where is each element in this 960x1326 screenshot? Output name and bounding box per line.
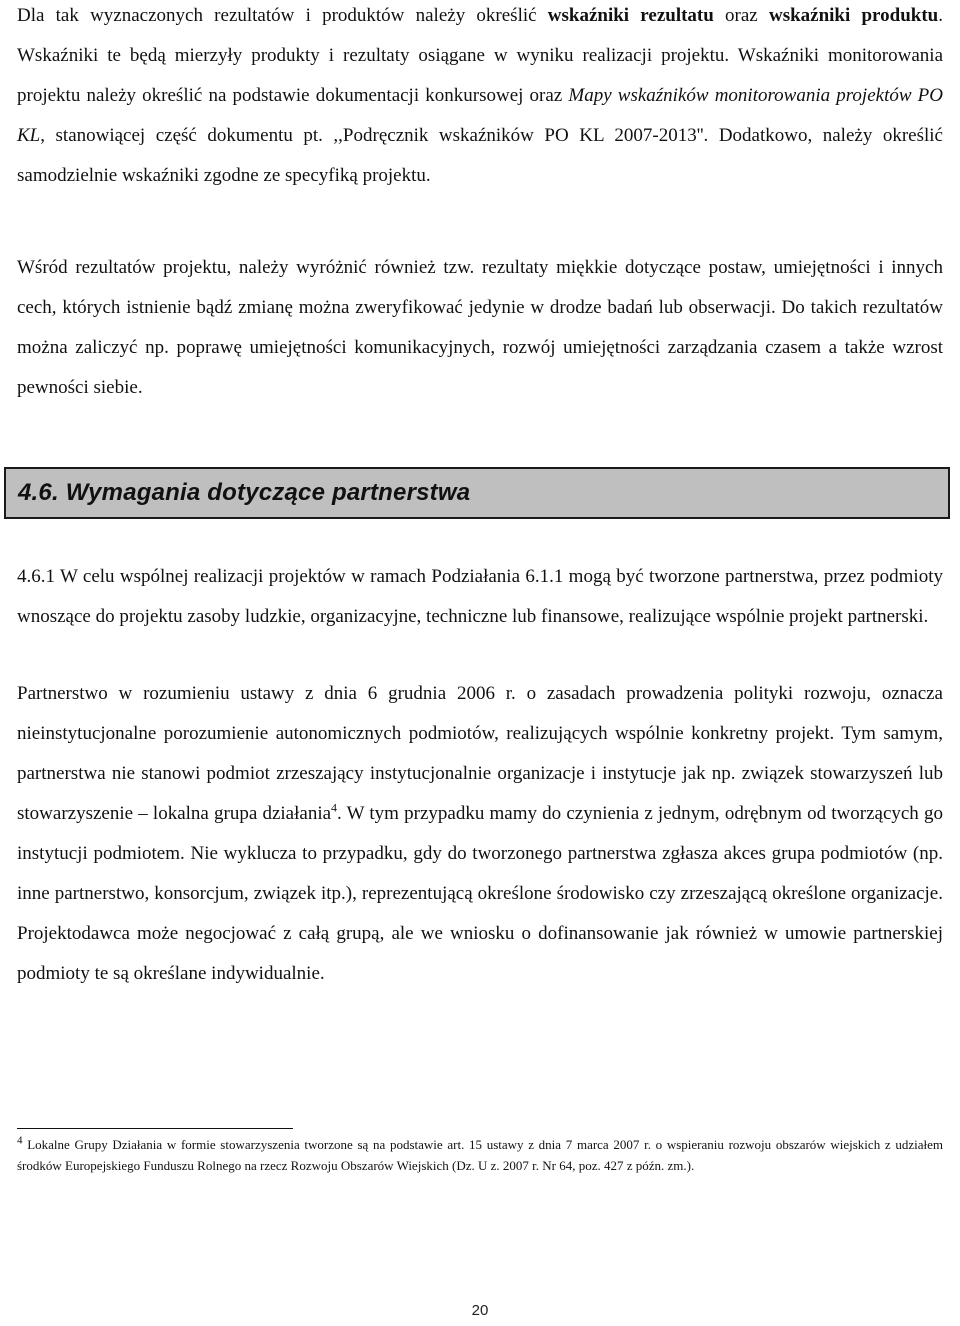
bold-term-product-indicators: wskaźniki produktu <box>768 5 939 26</box>
paragraph-partnership-definition <box>17 674 943 994</box>
paragraph-soft-results: Wśród rezultatów projektu, należy wyróżnić również tzw. rezultaty miękkie dotyczące postaw, umiejętności i innych cech, których istnienie bądź zmianę można zweryfikować jedynie w drodze badań lub obserwacji. Do takich rezultatów można zaliczyć np. poprawę umiejętności komunikacyjnych, rozwój umiejętności zarządzania czasem a także wzrost pewności siebie. <box>17 257 943 398</box>
paragraph-partnership-4-6-1: 4.6.1 W celu wspólnej realizacji projektów w ramach Podziałania 6.1.1 mogą być tworzone partnerstwa, przez podmioty wnoszące do projektu zasoby ludzkie, organizacyjne, techniczne lub finansowe, realizujące wspólnie projekt partnerski. <box>17 566 943 627</box>
text-span: . W tym przypadku mamy do czynienia z jednym, odrębnym od tworzących go instytucji podmiotem. Nie wyklucza to przypadku, gdy do tworzonego partnerstwa zgłasza akces grupa podmiotów (np. inne partnerstwo, konsorcjum, związek itp.), reprezentującą określone środowisko czy zrzeszającą określone organizacje. Projektodawca może negocjować z całą grupą, ale we wniosku o dofinansowanie jak również w umowie partnerskiej podmioty te są określane indywidualnie. <box>17 803 943 984</box>
text-span: Dla tak wyznaczonych rezultatów i produktów należy określić <box>17 5 548 26</box>
page-number: 20 <box>471 1302 489 1319</box>
footnote <box>17 1134 943 1176</box>
footnote-text: Lokalne Grupy Działania w formie stowarzyszenia tworzone są na podstawie art. 15 ustawy z dnia 7 marca 2007 r. o wspieraniu rozwoju obszarów wiejskich z udziałem środków Europejskiego Funduszu Rolnego na rzecz Rozwoju Obszarów Wiejskich (Dz. U z. 2007 r. Nr 64, poz. 427 z późn. zm.). <box>17 1137 943 1173</box>
text-span: oraz <box>713 5 769 26</box>
text-span: Partnerstwo w rozumieniu ustawy z dnia 6 grudnia 2006 r. o zasadach prowadzenia polityki rozwoju, oznacza nieinstytucjonalne porozumienie autonomicznych podmiotów, realizujących wspólnie konkretny projekt. Tym samym, partnerstwa nie stanowi podmiot zrzeszający instytucjonalnie organizacje i instytucje jak np. związek stowarzyszeń lub stowarzyszenie – lokalna grupa działania <box>17 683 943 824</box>
text-span: . Wskaźniki te będą mierzyły produkty i rezultaty osiągane w wyniku realizacji projektu. Wskaźniki monitorowania projektu należy określić na podstawie dokumentacji konkursowej oraz <box>17 5 943 106</box>
footnote-reference[interactable]: 4 <box>331 800 338 815</box>
section-heading-box <box>4 467 950 519</box>
paragraph-indicators <box>17 0 943 196</box>
text-span: , stanowiącej część dokumentu pt. ,,Podręcznik wskaźników PO KL 2007-2013''. Dodatkowo, należy określić samodzielnie wskaźniki zgodne ze specyfiką projektu. <box>17 125 943 186</box>
footnote-marker: 4 <box>17 1134 23 1147</box>
italic-map-title: Mapy wskaźników monitorowania projektów PO KL <box>17 85 943 146</box>
bold-term-result-indicators: wskaźniki rezultatu <box>547 5 714 26</box>
footnote-separator <box>17 1128 293 1129</box>
section-heading: 4.6. Wymagania dotyczące partnerstwa <box>18 479 471 506</box>
